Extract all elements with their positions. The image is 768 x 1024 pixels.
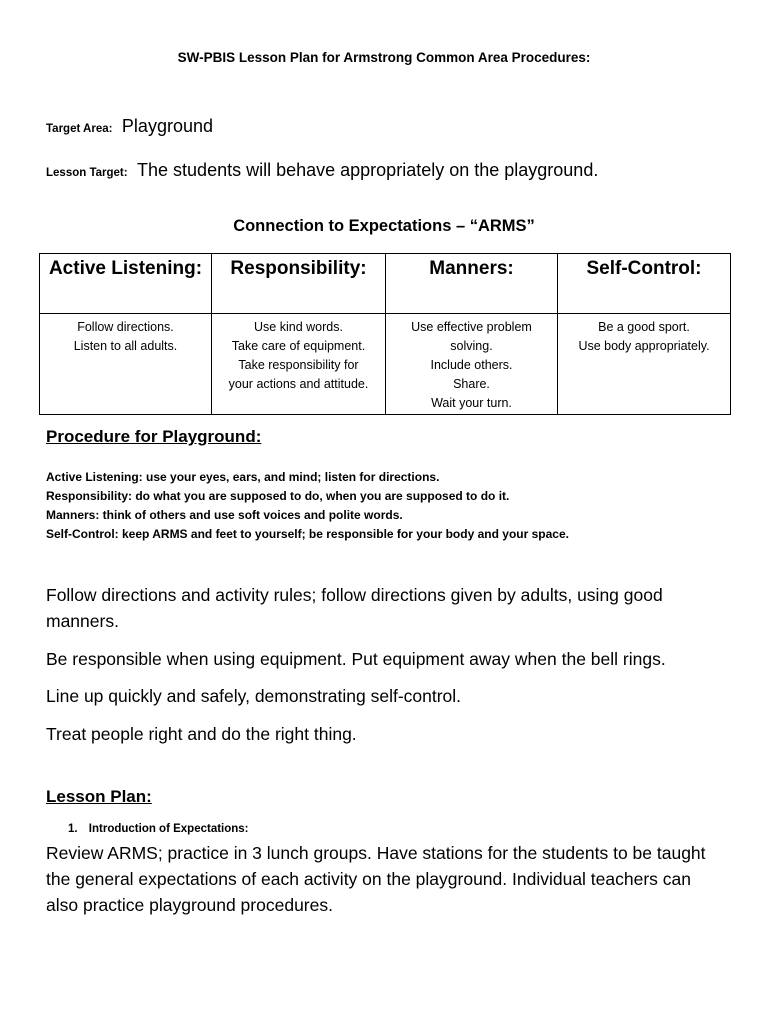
cell-line: Include others. xyxy=(430,358,513,372)
cell-line: your actions and attitude. xyxy=(228,377,369,391)
definition-manners: Manners: think of others and use soft voices and polite words. xyxy=(46,508,403,522)
cell-line: Wait your turn. xyxy=(431,396,512,410)
cell-line: Follow directions. xyxy=(77,320,174,334)
cell-line: Use effective problem xyxy=(411,320,532,334)
lesson-step-number: 1. xyxy=(68,823,78,835)
lesson-step xyxy=(68,823,249,835)
procedure-item: Be responsible when using equipment. Put equipment away when the bell rings. xyxy=(46,649,666,669)
connection-heading: Connection to Expectations – “ARMS” xyxy=(233,217,535,235)
definition-self-control: Self-Control: keep ARMS and feet to yourself; be responsible for your body and your space. xyxy=(46,527,569,541)
procedure-item: Follow directions and activity rules; follow directions given by adults, using good manners. xyxy=(46,585,663,631)
arms-body-row xyxy=(40,314,731,415)
cell-responsibility xyxy=(212,314,386,415)
cell-line: Listen to all adults. xyxy=(73,339,178,353)
header-active-listening: Active Listening: xyxy=(40,254,212,314)
definition-active-listening: Active Listening: use your eyes, ears, and mind; listen for directions. xyxy=(46,470,440,484)
lesson-plan-heading: Lesson Plan: xyxy=(46,787,152,806)
lesson-target-value: The students will behave appropriately on the playground. xyxy=(137,160,599,180)
header-manners: Manners: xyxy=(386,254,558,314)
arms-header-row xyxy=(40,254,731,314)
target-area-value: Playground xyxy=(121,116,213,136)
header-responsibility: Responsibility: xyxy=(212,254,386,314)
lesson-target-row xyxy=(46,160,598,181)
cell-manners xyxy=(386,314,558,415)
definition-responsibility: Responsibility: do what you are supposed to do, when you are supposed to do it. xyxy=(46,489,510,503)
target-area-row xyxy=(46,116,213,137)
cell-line: Take responsibility for xyxy=(238,358,359,372)
cell-active-listening xyxy=(40,314,212,415)
arms-table xyxy=(39,253,731,415)
header-self-control: Self-Control: xyxy=(558,254,731,314)
cell-line: Share. xyxy=(453,377,490,391)
cell-line: Be a good sport. xyxy=(598,320,690,334)
cell-line: Use kind words. xyxy=(254,320,343,334)
cell-line: solving. xyxy=(450,339,493,353)
lesson-target-label: Lesson Target: xyxy=(46,167,128,179)
target-area-label: Target Area: xyxy=(46,123,113,135)
lesson-step-title: Introduction of Expectations: xyxy=(88,823,249,835)
page-title: SW-PBIS Lesson Plan for Armstrong Common Area Procedures: xyxy=(177,50,591,65)
cell-self-control xyxy=(558,314,731,415)
lesson-intro-text: Review ARMS; practice in 3 lunch groups. Have stations for the students to be taught the general expectations of each activity on the playground. Individual teachers can also practice playground procedures. xyxy=(46,843,706,915)
cell-line: Use body appropriately. xyxy=(578,339,710,353)
procedure-heading: Procedure for Playground: xyxy=(46,427,262,446)
procedure-item: Line up quickly and safely, demonstrating self-control. xyxy=(46,686,462,706)
procedure-item: Treat people right and do the right thing. xyxy=(46,724,357,744)
cell-line: Take care of equipment. xyxy=(231,339,366,353)
